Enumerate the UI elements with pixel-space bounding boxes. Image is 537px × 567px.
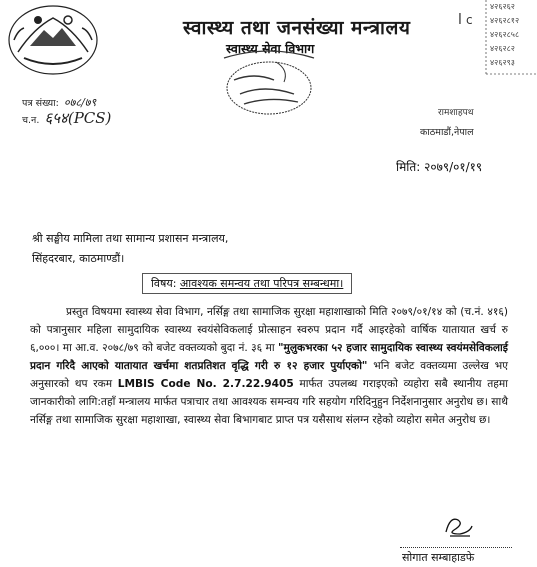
nepal-emblem-logo [4, 0, 102, 78]
dispatch-number-value: ६५४(PCS) [44, 109, 112, 127]
dispatch-number-row [22, 108, 111, 128]
signature-line [400, 547, 512, 548]
recipient-line-1: श्री सङ्घीय मामिला तथा सामान्य प्रशासन मन्त्रालय, [32, 232, 229, 245]
date-label: मिति: [396, 160, 421, 174]
office-stamp-seal [214, 50, 324, 118]
body-text-part: मार्फत उपलब्ध गराइएको व्यहोरा सबै स्थानीय तहमा जानकारीको लागि:तहाँ मन्त्रालय मार्फत पत्राचार तथा आवश्यक समन्वय गरि सहयोग गरिदिनुहुन निर्देशनानुसार अनुरोध छ। साथै नर्सिङ्ग तथा सामाजिक सुरक्षा महाशाखा, स्वास्थ्य सेवा बिभागबाट प्राप्त पत्र यसैसाथ संलग्न रहेको व्यहोरा समेत अनुरोध छ। [30, 378, 508, 426]
phone-line: ४२६२६२ [490, 2, 515, 11]
svg-text:l: l [458, 12, 462, 28]
subject-box [142, 273, 352, 294]
body-text-part: प्रस्तुत विषयमा स्वास्थ्य सेवा विभाग, नर्सिङ्ग तथा सामाजिक सुरक्षा महाशाखाको मिति २०७९/०१/१४ को (च.नं. ४१६) को पत्रानुसार महिला सामुदायिक स्वास्थ्य स्वयंसेविकलाई प्रोत्साहन स्वरुप प्रदान गर्दै आइरहेको वार्षिक यातायात खर्च रु ६,०००। मा आ.व. २०७८/७९ को बजेट वक्तव्यको बुदा नं. ३६ मा [30, 306, 508, 354]
svg-text:c: c [466, 13, 473, 27]
phone-line: ४२६२८१२ [490, 16, 520, 25]
date-value: २०७९/०१/१९ [424, 160, 483, 174]
ministry-title: स्वास्थ्य तथा जनसंख्या मन्त्रालय [183, 17, 411, 39]
recipient-line-2: सिंहदरबार, काठमाण्डौं। [32, 252, 125, 265]
letter-number-value: ०७८/७९ [63, 96, 97, 109]
subject-text: आवश्यक समन्वय तथा परिपत्र सम्बन्धमा। [179, 277, 344, 290]
phone-line: ४२६२९३ [490, 58, 515, 67]
phone-box-icons [452, 0, 537, 78]
subject-label: विषय: [151, 277, 177, 290]
address-line-1: रामशाहपथ [438, 108, 474, 118]
letter-number-label: पत्र संख्या: [22, 98, 59, 109]
address-line-2: काठमाडौं,नेपाल [420, 127, 474, 138]
department-name: स्वास्थ्य सेवा विभाग [226, 41, 315, 56]
recipient-block [32, 229, 228, 269]
dispatch-number-label: च.न. [22, 115, 40, 126]
budget-quote: "मुलुकभरका ५२ हजार सामुदायिक स्वास्थ्य स्वयंमसेविकलाई प्रदान गरिदै आएको यातायात खर्चमा शतप्रतिशत वृद्धि गरी रु १२ हजार पुर्याएको" [30, 342, 508, 372]
body-text-part: भनि बजेट वक्तव्यमा उल्लेख भए अनुसारको थप रकम [30, 360, 508, 390]
lmbis-code: LMBIS Code No. 2.7.22.9405 [117, 378, 294, 390]
letter-body [30, 303, 508, 429]
signature-mark [440, 512, 476, 540]
phone-line: ४२६२८२ [490, 44, 515, 53]
body-paragraph [30, 303, 508, 429]
phone-line: ४२६२८५८ [490, 30, 520, 39]
date-line [396, 158, 482, 175]
signatory-name: सोगात सम्बाहाडफे [402, 551, 475, 564]
